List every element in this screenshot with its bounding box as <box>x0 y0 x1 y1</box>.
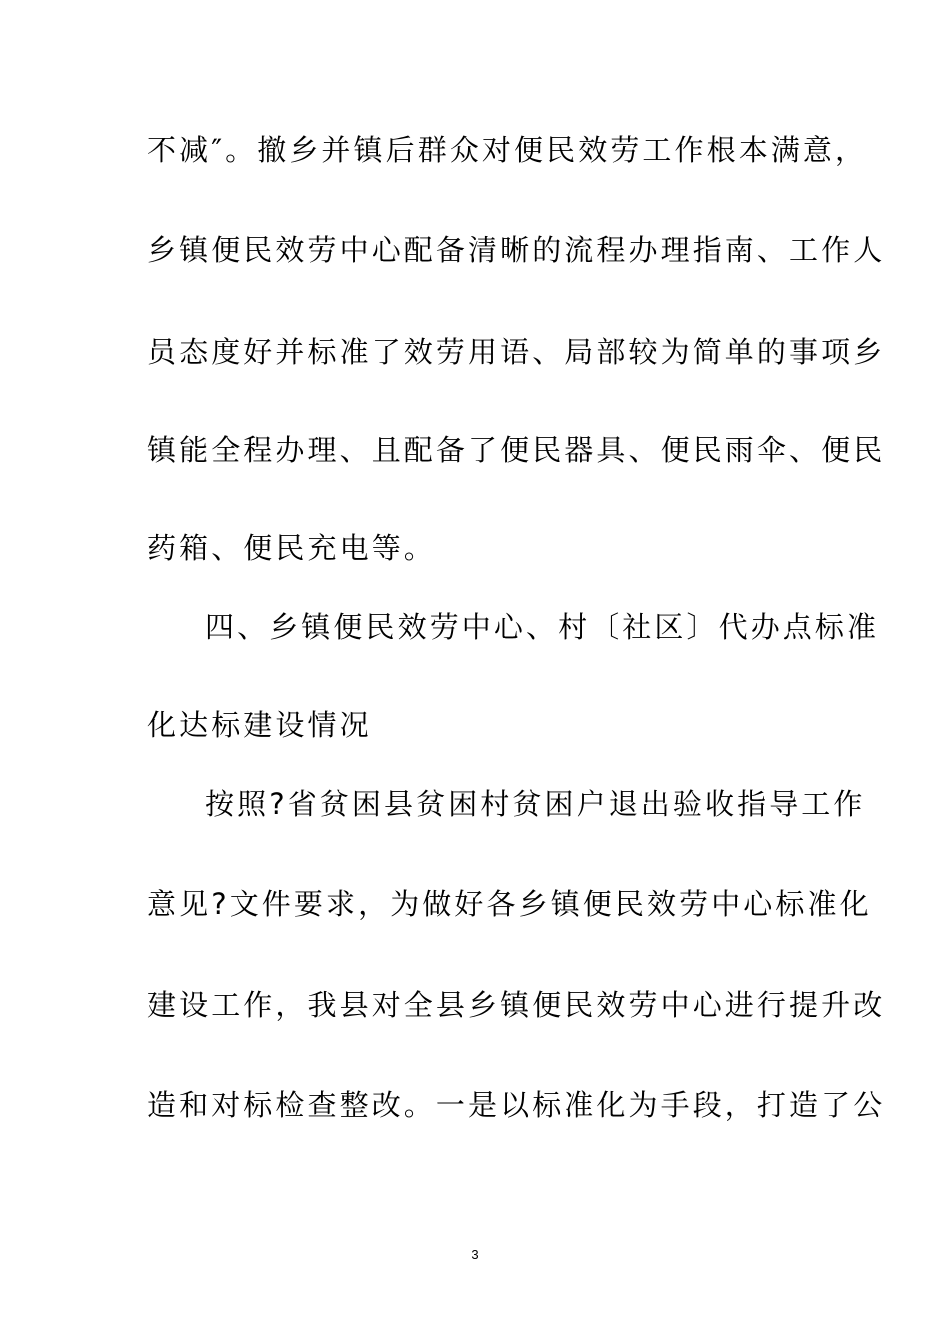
page-number: 3 <box>471 1247 479 1262</box>
section-heading-line-1: 四、乡镇便民效劳中心、村〔社区〕代办点标准 <box>205 610 880 644</box>
text-line-5: 药箱、便民充电等。 <box>147 531 436 565</box>
text-line-1: 不减″。撤乡并镇后群众对便民效劳工作根本满意， <box>147 133 868 167</box>
text-line-4: 镇能全程办理、且配备了便民器具、便民雨伞、便民 <box>147 433 886 467</box>
text-line-2: 乡镇便民效劳中心配备清晰的流程办理指南、工作人 <box>147 233 886 267</box>
text-line-11: 造和对标检查整改。一是以标准化为手段，打造了公 <box>147 1088 886 1122</box>
text-line-10: 建设工作，我县对全县乡镇便民效劳中心进行提升改 <box>147 988 886 1022</box>
text-line-9: 意见?文件要求，为做好各乡镇便民效劳中心标准化 <box>147 887 872 921</box>
section-heading-line-2: 化达标建设情况 <box>147 708 372 742</box>
text-line-3: 员态度好并标准了效劳用语、局部较为简单的事项乡 <box>147 335 886 369</box>
text-line-8: 按照?省贫困县贫困村贫困户退出验收指导工作 <box>205 787 866 821</box>
